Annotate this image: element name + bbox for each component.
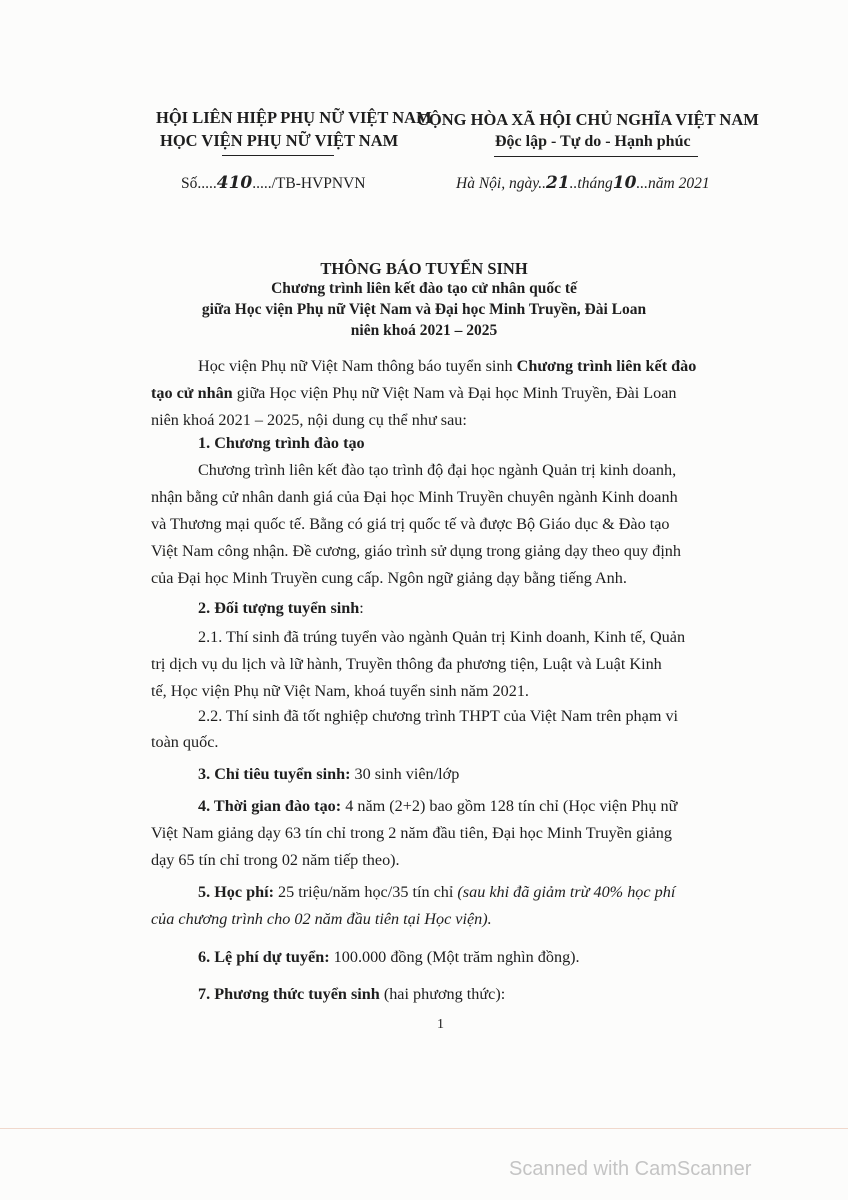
header-left-rule <box>222 155 334 156</box>
section-1-line: Việt Nam công nhận. Đề cương, giáo trình sử dụng trong giảng dạy theo quy định <box>151 542 681 560</box>
intro-line-1: Học viện Phụ nữ Việt Nam thông báo tuyển sinh Chương trình liên kết đào <box>198 357 697 375</box>
date-day-handwritten: 21 <box>546 173 570 193</box>
title-main: THÔNG BÁO TUYỂN SINH <box>320 259 528 278</box>
section-2-item-1-line: tế, Học viện Phụ nữ Việt Nam, khoá tuyển sinh năm 2021. <box>151 682 529 700</box>
scan-edge-rule <box>0 1128 848 1129</box>
document-date: Hà Nội, ngày..21..tháng10...năm 2021 <box>456 173 710 193</box>
title-subtitle-1: Chương trình liên kết đào tạo cử nhân quốc tế <box>271 280 577 297</box>
section-2-heading: 2. Đối tượng tuyển sinh: <box>198 599 364 617</box>
section-3-quota: 3. Chỉ tiêu tuyển sinh: 30 sinh viên/lớp <box>198 765 460 783</box>
section-4-line-3: dạy 65 tín chỉ trong 02 năm tiếp theo). <box>151 851 400 869</box>
section-5-line-2: của chương trình cho 02 năm đầu tiên tại Học viện). <box>151 910 492 928</box>
section-1-line: của Đại học Minh Truyền cung cấp. Ngôn ngữ giảng dạy bằng tiếng Anh. <box>151 569 627 587</box>
intro-line-3: niên khoá 2021 – 2025, nội dung cụ thể như sau: <box>151 411 467 429</box>
section-5-line-1: 5. Học phí: 25 triệu/năm học/35 tín chỉ (sau khi đã giảm trừ 40% học phí <box>198 883 676 901</box>
section-2-item-2-line: toàn quốc. <box>151 733 219 751</box>
title-subtitle-2: giữa Học viện Phụ nữ Việt Nam và Đại học Minh Truyền, Đài Loan <box>201 301 647 318</box>
header-organization: HỘI LIÊN HIỆP PHỤ NỮ VIỆT NAM <box>156 108 432 127</box>
header-motto: Độc lập - Tự do - Hạnh phúc <box>495 133 691 150</box>
section-1-line: nhận bằng cử nhân danh giá của Đại học Minh Truyền chuyên ngành Kinh doanh <box>151 488 678 506</box>
document-number: Số.....410...../TB-HVPNVN <box>181 173 366 193</box>
document-number-handwritten: 410 <box>216 173 253 193</box>
section-6-fee: 6. Lệ phí dự tuyển: 100.000 đồng (Một trăm nghìn đồng). <box>198 948 580 966</box>
intro-line-2: tạo cử nhân giữa Học viện Phụ nữ Việt Nam và Đại học Minh Truyền, Đài Loan <box>151 384 677 402</box>
section-4-line-2: Việt Nam giảng dạy 63 tín chỉ trong 2 năm đầu tiên, Đại học Minh Truyền giảng <box>151 824 672 842</box>
header-right-rule <box>494 156 698 157</box>
header-country: CỘNG HÒA XÃ HỘI CHỦ NGHĨA VIỆT NAM <box>417 110 759 129</box>
header-institute: HỌC VIỆN PHỤ NỮ VIỆT NAM <box>160 131 399 150</box>
section-2-item-1-line: 2.1. Thí sinh đã trúng tuyển vào ngành Quản trị Kinh doanh, Kinh tế, Quản <box>198 628 686 646</box>
section-2-item-1-line: trị dịch vụ du lịch và lữ hành, Truyền thông đa phương tiện, Luật và Luật Kinh <box>151 655 662 673</box>
page-number: 1 <box>437 1017 444 1032</box>
section-2-item-2-line: 2.2. Thí sinh đã tốt nghiệp chương trình THPT của Việt Nam trên phạm vi <box>198 707 679 725</box>
title-subtitle-3: niên khoá 2021 – 2025 <box>350 322 498 339</box>
camscanner-watermark: Scanned with CamScanner <box>509 1158 752 1180</box>
date-month-handwritten: 10 <box>612 173 637 193</box>
section-1-line: và Thương mại quốc tế. Bằng có giá trị quốc tế và được Bộ Giáo dục & Đào tạo <box>151 515 670 533</box>
section-7-heading: 7. Phương thức tuyển sinh (hai phương thức): <box>198 985 506 1003</box>
section-1-line: Chương trình liên kết đào tạo trình độ đại học ngành Quản trị kinh doanh, <box>198 461 677 479</box>
section-4-line-1: 4. Thời gian đào tạo: 4 năm (2+2) bao gồm 128 tín chỉ (Học viện Phụ nữ <box>198 797 678 815</box>
section-1-heading: 1. Chương trình đào tạo <box>198 434 365 452</box>
